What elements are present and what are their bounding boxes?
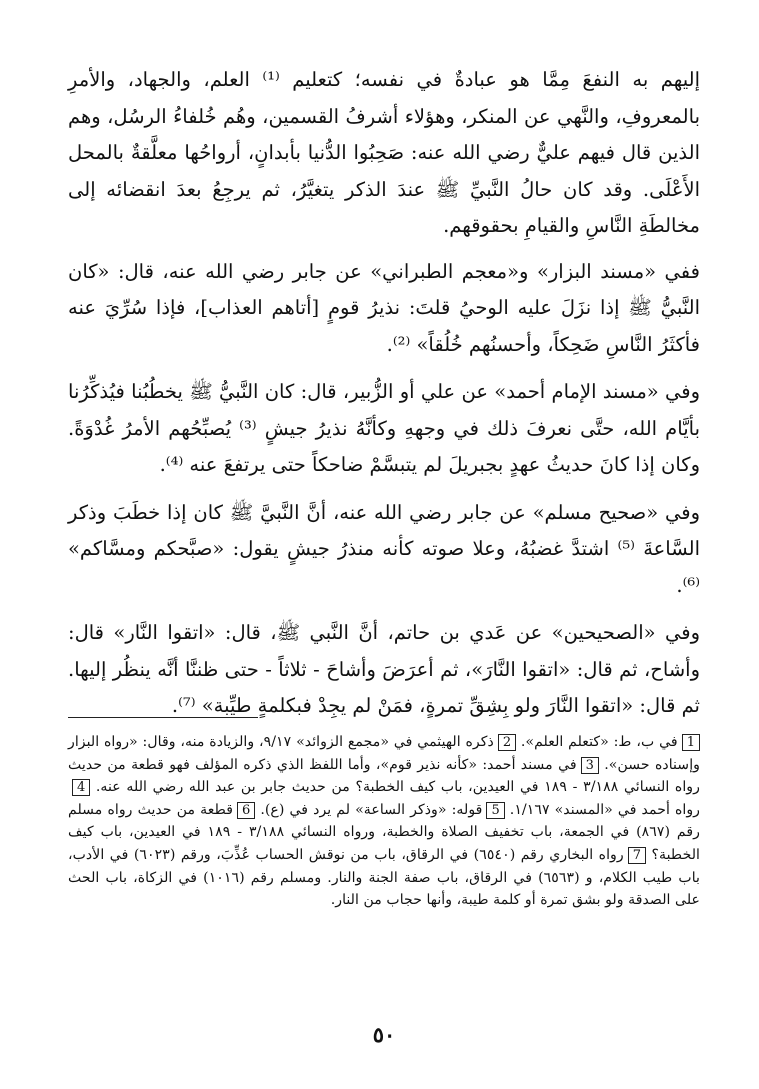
footnote-text: قطعة من حديث رواه مسلم رقم (٨٦٧) في الجمعة، باب تخفيف الصلاة والخطبة، ورواه النسائي ٣/١٨٨ - ١٨٩ في العيدين، باب كيف الخطبة؟	[68, 801, 700, 863]
body-paragraph-2: ففي «مسند البزار» و«معجم الطبراني» عن جابر رضي الله عنه، قال: «كان النَّبيُّ ﷺ إذا نزَلَ عليه الوحيُ قلتَ: نذيرُ قومٍ [أتاهم العذاب]، فإذا سُرِّيَ عنه فأكثَرُ النَّاسِ ضَحِكاً، وأحسنُهم خُلُقاً» ⁽²⁾.	[68, 259, 700, 356]
book-page	[68, 62, 700, 1062]
footnote-7	[68, 847, 700, 908]
body-paragraph-1: إليهم به النفعَ مِمَّا هو عبادةٌ في نفسه؛ كتعليم ⁽¹⁾ العلم، والجهاد، والأمرِ بالمعروفِ، والنَّهي عن المنكر، وهؤلاء أشرفُ القسمين، وهُم خُلفاءُ الرسُل، وهم الذين قال فيهم عليٌّ رضي الله عنه: صَحِبُوا الدُّنيا بأبدانٍ، أرواحُها معلَّقةٌ بالمحل الأَعْلَى. وقد كان حالُ النَّبيِّ ﷺ عندَ الذكر يتغيَّرُ، ثم يرجِعُ بعدَ انقضائه إلى مخالطَةِ النَّاسِ والقيامِ بحقوقهم.	[68, 68, 700, 237]
body-paragraph-4: وفي «صحيح مسلم» عن جابر رضي الله عنه، أنَّ النَّبيَّ ﷺ كان إذا خطَبَ وذكر السَّاعةَ ⁽⁵⁾ اشتدَّ غضبُهُ، وعلا صوته كأنه منذرُ جيشٍ يقول: «صبَّحكم ومسَّاكم» ⁽⁶⁾.	[68, 500, 700, 597]
footnote-text: رواه البخاري رقم (٦٥٤٠) في الرقاق، باب من نوقش الحساب عُذِّبَ، ورقم (٦٠٢٣) في الأدب، باب طيب الكلام، و (٦٥٦٣) في الرقاق، باب صفة الجنة والنار. ومسلم رقم (١٠١٦) في الزكاة، باب الحث على الصدقة ولو بشق تمرة أو كلمة طيبة، وأنها حجاب من النار.	[68, 846, 700, 909]
footnote-5	[255, 802, 504, 818]
footnote-separator	[68, 717, 258, 718]
footnote-text: قوله: «وذكر الساعة» لم يرد في (ع).	[260, 801, 483, 818]
footnote-text: في مسند أحمد: «كأنه نذير قوم»، وأما اللفظ الذي ذكره المؤلف فهو قطعة من حديث رواه النسائي ٣/١٨٨ - ١٨٩ في العيدين، باب كيف الخطبة؟ من حديث جابر بن عبد الله رضي الله عنه.	[68, 756, 700, 796]
footnote-number-box: 7	[628, 847, 646, 864]
footnote-number-box: 4	[72, 779, 90, 796]
footnote-text: في ب، ط: «كتعلم العلم».	[520, 734, 678, 750]
footnote-number-box: 3	[581, 757, 599, 774]
footnotes	[68, 731, 700, 912]
footnote-number-box: 6	[237, 802, 255, 819]
footnote-1	[516, 734, 700, 750]
body-paragraph-3: وفي «مسند الإمام أحمد» عن علي أو الزُّبير، قال: كان النَّبيُّ ﷺ يخطُبُنا فيُذكِّرُنا بأيَّام الله، حتَّى نعرفَ ذلك في وجههِ وكأنَّهُ نذيرُ جيشٍ ⁽³⁾ يُصبِّحُهم الأمرُ غُدْوَةً. وكان إذا كانَ حديثُ عهدٍ بجبريلَ لم يتبسَّمْ ضاحكاً حتى يرتفعَ عنه ⁽⁴⁾.	[68, 380, 700, 476]
footnote-text: ذكره الهيثمي في «مجمع الزوائد» ٩/١٧، والزيادة منه، وقال: «رواه البزار وإسناده حسن».	[68, 734, 700, 773]
footnote-number-box: 1	[682, 734, 700, 751]
footnote-number-box: 5	[486, 802, 504, 819]
footnote-number-box: 2	[498, 734, 516, 751]
page-number: ٥٠	[372, 1022, 396, 1047]
footnote-text: رواه أحمد في «المسند» ١/١٦٧.	[509, 801, 701, 818]
body-paragraph-5: وفي «الصحيحين» عن عَدي بن حاتم، أنَّ النَّبي ﷺ، قال: «اتقوا النَّار» قال: وأشاح، ثم قال: «اتقوا النَّارَ»، ثم أعرَضَ وأشاحَ - ثلاثاً - حتى ظننَّا أنَّه ينظُر إليها. ثم قال: «اتقوا النَّارَ ولو بِشِقِّ تمرةٍ، فمَنْ لم يجِدْ فبكلمةٍ طيِّبة» ⁽⁷⁾.	[68, 621, 700, 717]
